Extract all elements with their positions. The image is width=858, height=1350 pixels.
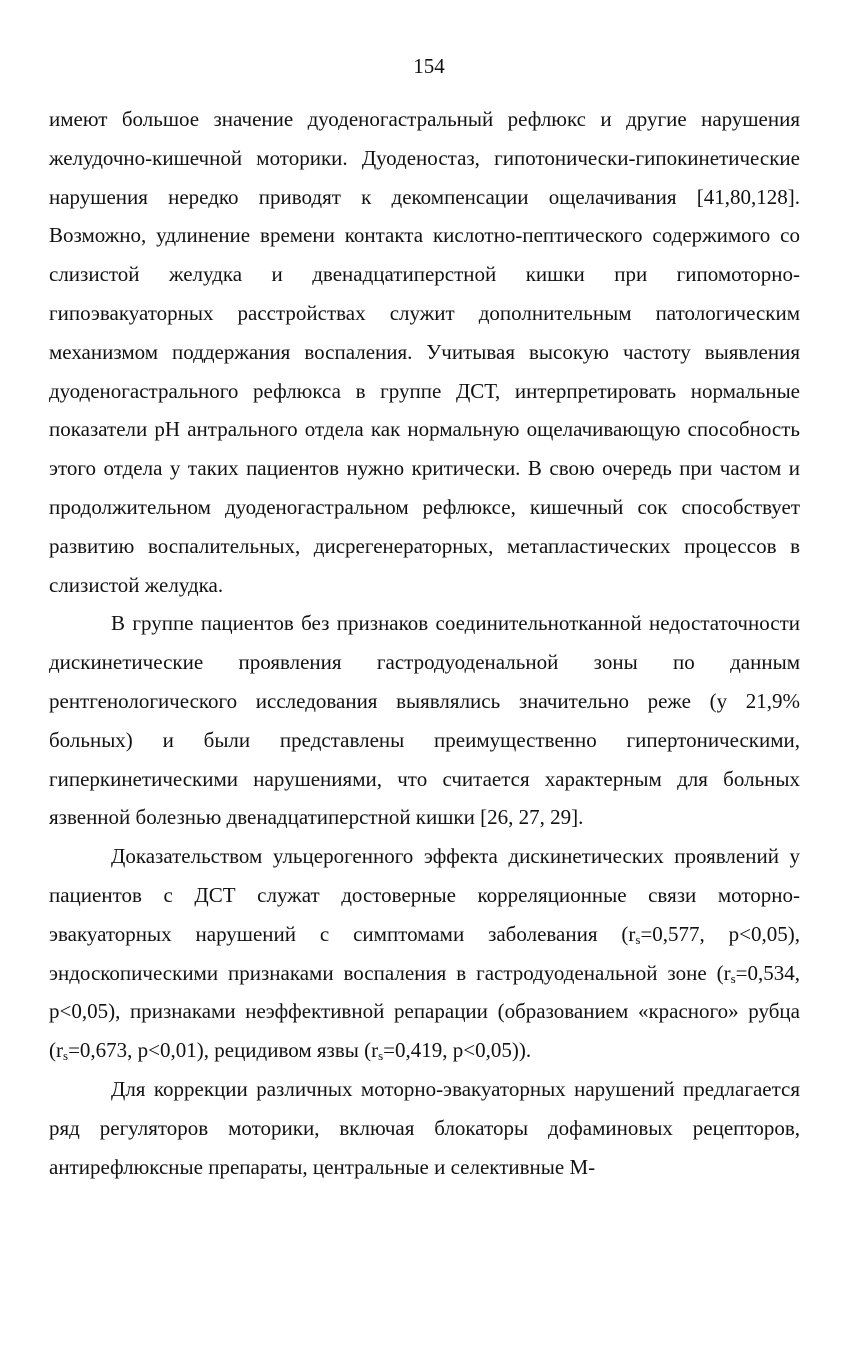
- subscript-s: s: [730, 970, 736, 986]
- subscript-s: s: [63, 1048, 69, 1064]
- paragraph-2: В группе пациентов без признаков соединительнотканной недостаточности дискинетические проявления гастродуоденальной зоны по данным рентгенологического исследования выявлялись значительно реже (у 21,9% больных) и были представлены преимущественно гипертоническими, гиперкинетическими нарушениями, что считается характерным для больных язвенной болезнью двенадцатиперстной кишки [26, 27, 29].: [49, 611, 800, 830]
- paragraph-3-part-1: Доказательством ульцерогенного эффекта дискинетических проявлений у пациентов с ДСТ служат достоверные корреляционные связи моторно-эвакуаторных нарушений с симптомами заболевания (r: [49, 844, 800, 946]
- subscript-s: s: [378, 1048, 384, 1064]
- paragraph-3-part-5: =0,419, p<0,05)).: [383, 1038, 532, 1063]
- paragraph-3: [49, 837, 800, 1070]
- subscript-s: s: [635, 931, 641, 947]
- paragraph-1: имеют большое значение дуоденогастральный рефлюкс и другие нарушения желудочно-кишечной моторики. Дуоденостаз, гипотонически-гипокинетические нарушения нередко приводят к декомпенсации ощелачивания [41,80,128]. Возможно, удлинение времени контакта кислотно-пептического содержимого со слизистой желудка и двенадцатиперстной кишки при гипомоторно-гипоэвакуаторных расстройствах служит дополнительным патологическим механизмом поддержания воспаления. Учитывая высокую частоту выявления дуоденогастрального рефлюкса в группе ДСТ, интерпретировать нормальные показатели pH антрального отдела как нормальную ощелачивающую способность этого отдела у таких пациентов нужно критически. В свою очередь при частом и продолжительном дуоденогастральном рефлюксе, кишечный сок способствует развитию воспалительных, дисрегенераторных, метапластических процессов в слизистой желудка.: [49, 107, 800, 597]
- paragraph-4: Для коррекции различных моторно-эвакуаторных нарушений предлагается ряд регуляторов моторики, включая блокаторы дофаминовых рецепторов, антирефлюксные препараты, центральные и селективные М-: [49, 1076, 800, 1179]
- paragraph-3-part-2: =0,577, p<0,05), эндоскопическими признаками воспаления в гастродуоденальной зоне (r: [49, 921, 801, 985]
- paragraph-3-part-4: =0,673, p<0,01), рецидивом язвы (r: [68, 1038, 379, 1063]
- paragraph-3-part-3: =0,534, p<0,05), признаками неэффективной репарации (образованием «красного» рубца (r: [49, 960, 800, 1063]
- page-number: 154: [413, 54, 445, 78]
- page-body: [49, 100, 800, 1186]
